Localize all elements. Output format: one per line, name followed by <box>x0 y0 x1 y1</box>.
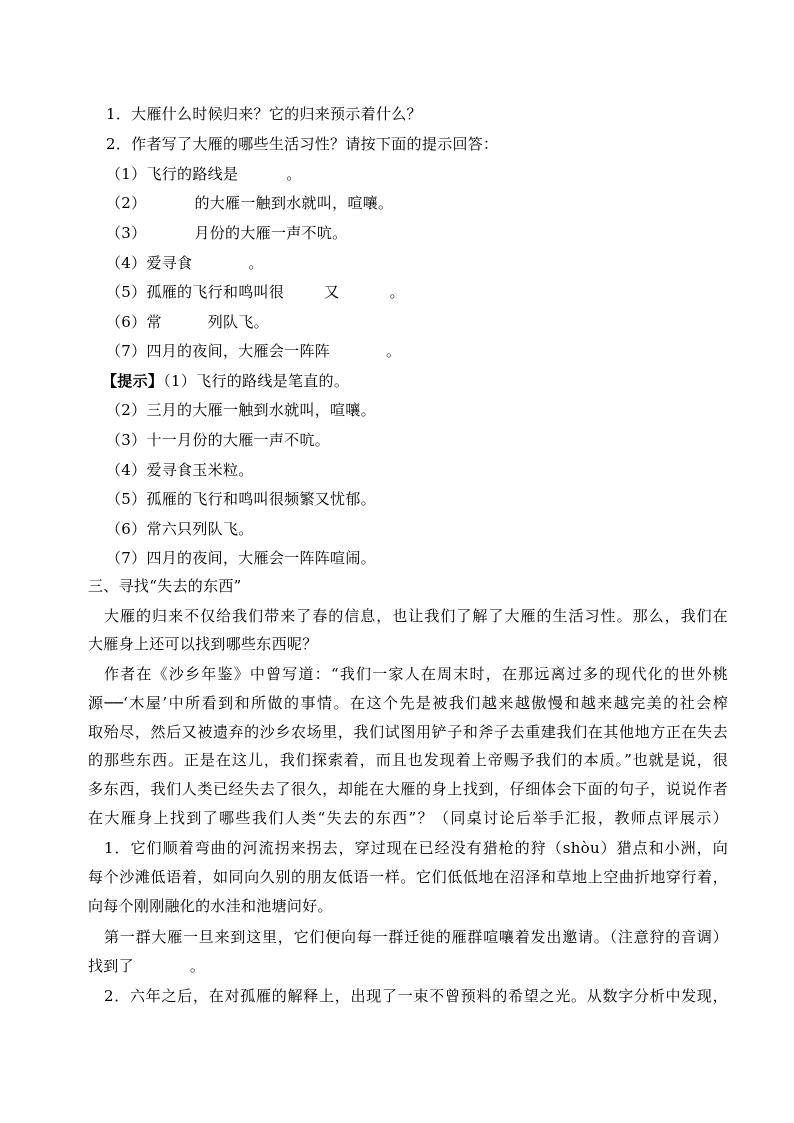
answer-item-3 <box>106 223 347 243</box>
hint-line-4: （4）爱寻食玉米粒。 <box>106 461 254 479</box>
answer-item-4 <box>106 253 264 273</box>
answer-item-1 <box>106 164 302 184</box>
paragraph-line: 每个沙滩低语着，如同向久别的朋友低语一样。它们低低地在沼泽和草地上空曲折地穿行着， <box>88 868 728 886</box>
item-text: （3） <box>106 224 147 242</box>
section-heading: 三、寻找“失去的东西” <box>88 577 242 595</box>
hint-line-1 <box>102 371 349 391</box>
hint-label: 【提示】 <box>102 372 164 390</box>
paragraph-line: 作者在《沙乡年鉴》中曾写道：“我们一家人在周末时，在那远离过多的现代化的世外桃 <box>104 665 728 683</box>
found-end: 。 <box>189 957 206 975</box>
item-text: （7）四月的夜间，大雁会一阵阵 <box>106 342 331 360</box>
paragraph-line: 多东西，我们人类已经失去了很久，却能在大雁的身上找到，仔细体会下面的句子，说说作者 <box>88 780 728 798</box>
item-text: 又 <box>324 283 340 301</box>
found-label: 找到了 <box>88 957 134 975</box>
hint-line-2: （2）三月的大雁一触到水就叫，喧嚷。 <box>106 401 376 419</box>
item-text: （4）爱寻食 <box>106 254 193 272</box>
item-text: 。 <box>389 283 405 301</box>
paragraph-line: 的那些东西。正是在这儿，我们探索着，而且也发现着上帝赐予我们的本质。”也就是说，很 <box>88 751 728 769</box>
question-1: 1．大雁什么时候归来？它的归来预示着什么？ <box>106 105 422 123</box>
hint-line-5: （5）孤雁的飞行和鸣叫很频繁又忧郁。 <box>106 490 376 508</box>
item-text: 月份的大雁一声不吭。 <box>194 224 348 242</box>
item-text: （6）常 <box>106 313 162 331</box>
hint-line-3: （3）十一月份的大雁一声不吭。 <box>106 431 331 449</box>
answer-item-5 <box>106 282 405 302</box>
answer-item-6 <box>106 312 269 332</box>
item-text: 列队飞。 <box>207 313 269 331</box>
answer-item-2 <box>106 193 393 213</box>
paragraph-line: 在大雁身上找到了哪些我们人类“失去的东西”？（同桌讨论后举手汇报，教师点评展示） <box>88 809 728 827</box>
item-text: （2） <box>106 194 147 212</box>
paragraph-line: 源──‘木屋’中所看到和所做的事情。在这个先是被我们越来越傲慢和越来越完美的社会榨 <box>88 694 728 712</box>
item-text: 的大雁一触到水就叫，喧嚷。 <box>194 194 394 212</box>
paragraph-line: 第一群大雁一旦来到这里，它们便向每一群迁徙的雁群喧嚷着发出邀请。（注意狩的音调） <box>104 928 728 946</box>
paragraph-line: 大雁身上还可以找到哪些东西呢？ <box>88 635 318 653</box>
item-text: 。 <box>248 254 264 272</box>
paragraph-line: 1．它们顺着弯曲的河流拐来拐去，穿过现在已经没有猎枪的狩（shòu）猎点和小洲，向 <box>104 839 728 857</box>
question-2: 2．作者写了大雁的哪些生活习性？请按下面的提示回答： <box>106 135 499 153</box>
hint-line-6: （6）常六只列队飞。 <box>106 520 254 538</box>
item-text: 。 <box>386 342 402 360</box>
paragraph-line <box>88 956 205 976</box>
hint-text: （1）飞行的路线是笔直的。 <box>163 372 350 390</box>
paragraph-line: 大雁的归来不仅给我们带来了春的信息，也让我们了解了大雁的生活习性。那么，我们在 <box>104 607 728 625</box>
item-text: 。 <box>286 165 302 183</box>
paragraph-line: 取殆尽，然后又被遗弃的沙乡农场里，我们试图用铲子和斧子去重建我们在其他地方正在失去 <box>88 723 728 741</box>
paragraph-line: 向每个刚刚融化的水洼和池塘问好。 <box>88 897 333 915</box>
item-text: （1）飞行的路线是 <box>106 165 239 183</box>
hint-line-7: （7）四月的夜间，大雁会一阵阵喧闹。 <box>106 549 376 567</box>
paragraph-line: 2．六年之后，在对孤雁的解释上，出现了一束不曾预料的希望之光。从数字分析中发现， <box>104 987 728 1005</box>
item-text: （5）孤雁的飞行和鸣叫很 <box>106 283 285 301</box>
answer-item-7 <box>106 341 401 361</box>
